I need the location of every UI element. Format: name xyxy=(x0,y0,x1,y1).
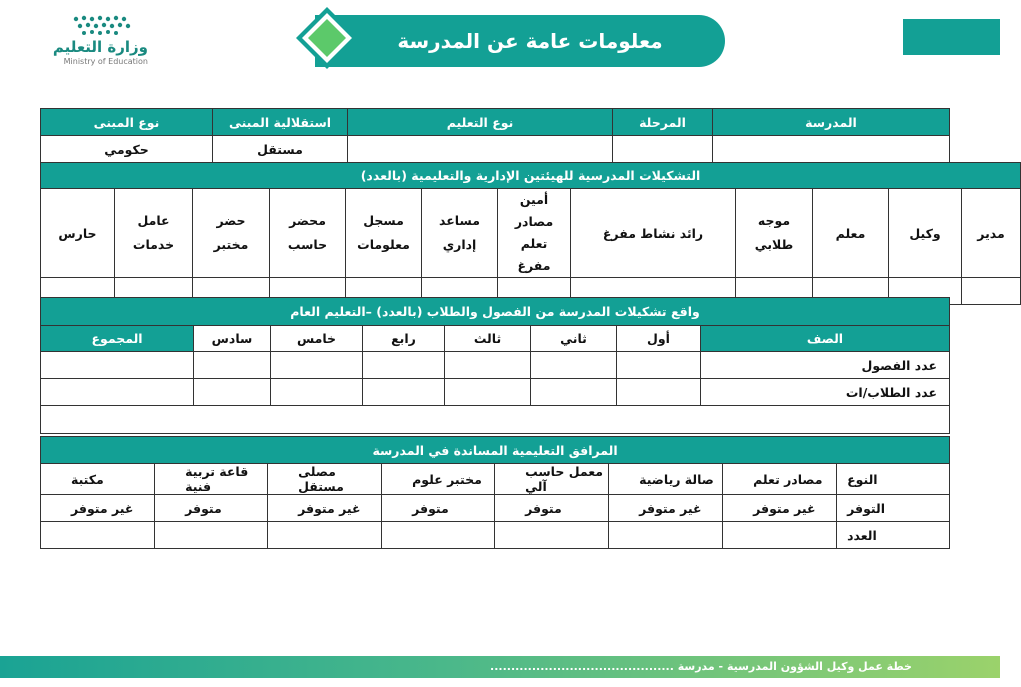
facility-count-cell[interactable] xyxy=(41,522,155,549)
row-label-count: العدد xyxy=(837,522,950,549)
availability-computer-lab[interactable]: متوفر xyxy=(495,495,609,522)
facilities-title-row xyxy=(41,437,950,464)
facility-type-row xyxy=(41,464,950,495)
student-count-cell[interactable] xyxy=(194,379,271,406)
value-school[interactable] xyxy=(713,136,950,163)
student-count-cell[interactable] xyxy=(617,379,701,406)
staff-roles-row xyxy=(41,189,1021,278)
facility-science-lab: مختبر علوم xyxy=(382,464,495,495)
total-header: المجموع xyxy=(41,326,194,352)
grade-header: الصف xyxy=(701,326,950,352)
row-label-type: النوع xyxy=(837,464,950,495)
classes-spacer-row xyxy=(41,406,950,434)
value-building-type[interactable]: حكومي xyxy=(41,136,213,163)
student-count-cell[interactable] xyxy=(531,379,617,406)
availability-art-room[interactable]: متوفر xyxy=(155,495,268,522)
grade-second: ثاني xyxy=(531,326,617,352)
availability-gym[interactable]: غير متوفر xyxy=(609,495,723,522)
role-guard: حارس xyxy=(41,189,115,278)
header-stage: المرحلة xyxy=(613,109,713,136)
facilities-section-title: المرافق التعليمية المساندة في المدرسة xyxy=(41,437,950,464)
student-count-cell[interactable] xyxy=(363,379,445,406)
facility-count-cell[interactable] xyxy=(495,522,609,549)
availability-science-lab[interactable]: متوفر xyxy=(382,495,495,522)
grades-header-row xyxy=(41,326,950,352)
school-info-table xyxy=(40,108,950,163)
availability-library[interactable]: غير متوفر xyxy=(41,495,155,522)
header-accent-block xyxy=(903,19,1000,55)
value-stage[interactable] xyxy=(613,136,713,163)
header-school: المدرسة xyxy=(713,109,950,136)
facility-library: مكتبة xyxy=(41,464,155,495)
role-computer-prep: محضر حاسب xyxy=(270,189,346,278)
row-label-availability: التوفر xyxy=(837,495,950,522)
availability-learning-resources[interactable]: غير متوفر xyxy=(723,495,837,522)
facility-computer-lab: معمل حاسب آلي xyxy=(495,464,609,495)
role-admin-assistant: مساعد إداري xyxy=(422,189,498,278)
facility-art-room: قاعة تربية فنية xyxy=(155,464,268,495)
ministry-logo xyxy=(38,14,158,66)
role-activity-leader: رائد نشاط مفرغ xyxy=(571,189,736,278)
facility-count-row xyxy=(41,522,950,549)
staff-table xyxy=(40,162,1021,305)
classes-table xyxy=(40,297,950,434)
student-count-total[interactable] xyxy=(41,379,194,406)
grade-fourth: رابع xyxy=(363,326,445,352)
page-title-banner xyxy=(315,15,725,67)
diamond-emblem-icon xyxy=(295,6,359,70)
footer-text: خطة عمل وكيل الشؤون المدرسية - مدرسة ............................................ xyxy=(490,660,912,673)
class-count-cell[interactable] xyxy=(531,352,617,379)
value-education-type[interactable] xyxy=(348,136,613,163)
role-learning-resources: أمين مصادر تعلم مفرغ xyxy=(498,189,571,278)
header-building-independence: استقلالية المبنى xyxy=(213,109,348,136)
class-count-cell[interactable] xyxy=(617,352,701,379)
value-building-independence[interactable]: مستقل xyxy=(213,136,348,163)
staff-section-title: التشكيلات المدرسية للهيئتين الإدارية والتعليمية (بالعدد) xyxy=(41,163,1021,189)
spacer-cell xyxy=(41,406,950,434)
class-count-total[interactable] xyxy=(41,352,194,379)
classes-section-title: واقع تشكيلات المدرسة من الفصول والطلاب (بالعدد) –التعليم العام xyxy=(41,298,950,326)
school-info-value-row xyxy=(41,136,950,163)
facility-count-cell[interactable] xyxy=(268,522,382,549)
availability-prayer-room[interactable]: غير متوفر xyxy=(268,495,382,522)
student-count-cell[interactable] xyxy=(271,379,363,406)
row-label-class-count: عدد الفصول xyxy=(701,352,950,379)
role-principal: مدير xyxy=(962,189,1021,278)
facility-count-cell[interactable] xyxy=(155,522,268,549)
facility-count-cell[interactable] xyxy=(609,522,723,549)
class-count-cell[interactable] xyxy=(445,352,531,379)
ministry-name-en: Ministry of Education xyxy=(63,57,148,66)
facility-learning-resources: مصادر تعلم xyxy=(723,464,837,495)
grade-sixth: سادس xyxy=(194,326,271,352)
student-count-cell[interactable] xyxy=(445,379,531,406)
facility-gym: صالة رياضية xyxy=(609,464,723,495)
class-count-cell[interactable] xyxy=(194,352,271,379)
facility-prayer-room: مصلى مستقل xyxy=(268,464,382,495)
classes-title-row xyxy=(41,298,950,326)
class-count-row xyxy=(41,352,950,379)
facilities-table xyxy=(40,436,950,549)
role-service-worker: عامل خدمات xyxy=(115,189,193,278)
facility-count-cell[interactable] xyxy=(382,522,495,549)
role-lab-prep: حضر مختبر xyxy=(193,189,270,278)
facility-count-cell[interactable] xyxy=(723,522,837,549)
facility-availability-row xyxy=(41,495,950,522)
role-teacher: معلم xyxy=(813,189,889,278)
class-count-cell[interactable] xyxy=(363,352,445,379)
student-count-row xyxy=(41,379,950,406)
grade-fifth: خامس xyxy=(271,326,363,352)
grade-third: ثالث xyxy=(445,326,531,352)
staff-title-row xyxy=(41,163,1021,189)
page-title: معلومات عامة عن المدرسة xyxy=(397,29,663,53)
role-info-registrar: مسجل معلومات xyxy=(346,189,422,278)
header-building-type: نوع المبنى xyxy=(41,109,213,136)
row-label-student-count: عدد الطلاب/ات xyxy=(701,379,950,406)
role-deputy: وكيل xyxy=(889,189,962,278)
count-cell[interactable] xyxy=(962,278,1021,305)
ministry-name-ar: وزارة التعليم xyxy=(52,38,148,56)
grade-first: أول xyxy=(617,326,701,352)
header-education-type: نوع التعليم xyxy=(348,109,613,136)
class-count-cell[interactable] xyxy=(271,352,363,379)
role-student-counselor: موجه طلابي xyxy=(736,189,813,278)
logo-dots-icon xyxy=(68,14,138,36)
school-info-header-row xyxy=(41,109,950,136)
